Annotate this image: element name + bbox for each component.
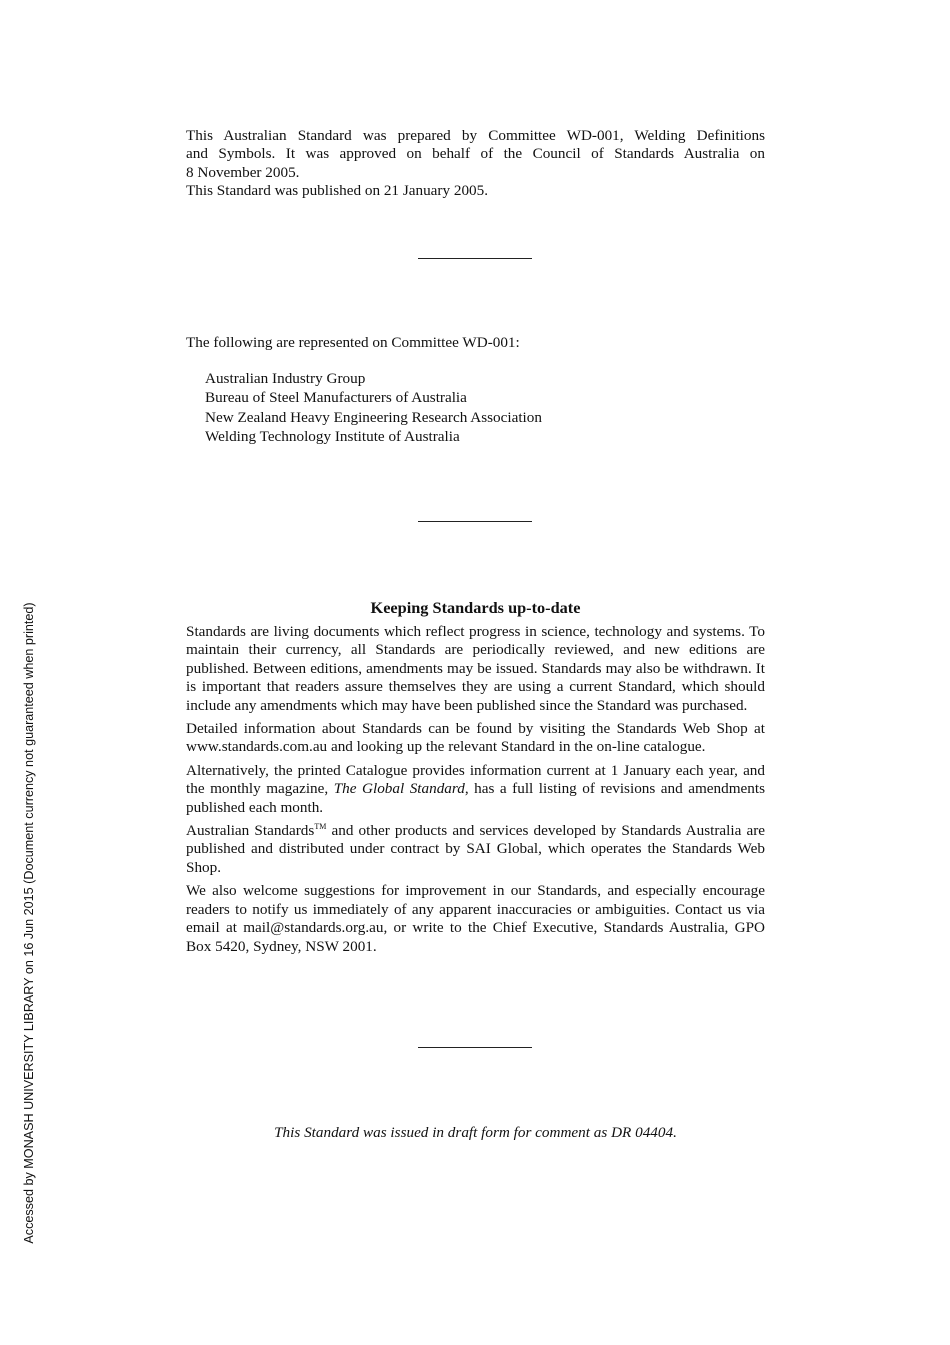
committee-member: Australian Industry Group <box>205 370 366 387</box>
paragraph-sai-global <box>186 822 765 877</box>
keeping-standards-heading: Keeping Standards up-to-date <box>370 598 581 617</box>
preparation-notice <box>186 127 765 201</box>
sai-global-text: and other products and services developed by Standards Australia are published and distributed under contract by SAI Global, which operates the Standards Web Shop. <box>186 822 765 876</box>
divider-rule-2 <box>418 521 532 522</box>
preparation-line-2: and Symbols. It was approved on behalf of the Council of Standards Australia on <box>186 145 765 163</box>
paragraph-web-shop: Detailed information about Standards can be found by visiting the Standards Web Shop at www.standards.com.au and looking up the relevant Standard in the on-line catalogue. <box>186 720 765 756</box>
divider-rule-1 <box>418 258 532 259</box>
paragraph-catalogue <box>186 762 765 817</box>
trademark-mark: TM <box>314 822 327 832</box>
global-standard-title: The Global Standard <box>333 780 465 798</box>
divider-rule-3 <box>418 1047 532 1048</box>
keeping-standards-body <box>186 623 765 961</box>
approval-date-line: 8 November 2005. <box>186 163 300 181</box>
access-watermark: Accessed by MONASH UNIVERSITY LIBRARY on 16 Jun 2015 (Document currency not guaranteed when printed) <box>22 602 36 1244</box>
catalogue-text-end: , has a full listing of revisions and amendments published each month. <box>186 780 766 816</box>
australian-standards-text: Australian Standards <box>186 822 315 840</box>
paragraph-living-documents: Standards are living documents which reflect progress in science, technology and systems. To maintain their currency, all Standards are periodically reviewed, and new editions are published. Between editions, amendments may be issued. Standards may also be withdrawn. It is important that readers assure themselves they are using a current Standard, which should include any amendments which may have been published since the Standard was purchased. <box>186 623 765 714</box>
draft-notice: This Standard was issued in draft form for comment as DR 04404. <box>274 1124 677 1141</box>
committee-member-list <box>205 369 542 446</box>
committee-member: Welding Technology Institute of Australia <box>205 427 460 445</box>
committee-member: New Zealand Heavy Engineering Research Association <box>205 408 542 426</box>
committee-member: Bureau of Steel Manufacturers of Australia <box>205 389 467 407</box>
publication-line: This Standard was published on 21 January 2005. <box>186 182 489 200</box>
preparation-line-1: This Australian Standard was prepared by Committee WD-001, Welding Definitions <box>186 127 765 144</box>
catalogue-text-start: Alternatively, the printed Catalogue provides information current at 1 January each year, and the monthly magazine, <box>186 761 765 798</box>
paragraph-suggestions: We also welcome suggestions for improvement in our Standards, and especially encourage readers to notify us immediately of any apparent inaccuracies or ambiguities. Contact us via email at mail@standards.org.au, or write to the Chief Executive, Standards Australia, GPO Box 5420, Sydney, NSW 2001. <box>186 882 765 955</box>
committee-intro: The following are represented on Committee WD-001: <box>186 334 520 351</box>
